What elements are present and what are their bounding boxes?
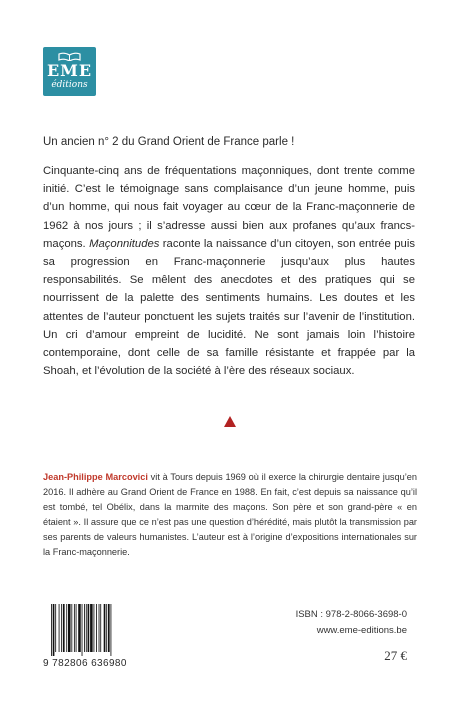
logo-subtitle: éditions (51, 80, 88, 90)
author-bio-text: vit à Tours depuis 1969 où il exerce la chirurgie dentaire jusqu’en 2016. Il adhère au Grand Orient de France en 1988. En fait, c’est depuis sa naissance qu’il est tombé, tel Obélix, dans la marmite des maçons. Son père et son grand-père « en étaient ». Il assure que ce n’est pas une question d’hérédité, mais plutôt la transmission par ses parents de valeurs humanistes. L’auteur est à l’origine d’expositions internationales sur la Franc-maçonnerie. (43, 472, 418, 557)
price: 27 € (384, 648, 407, 663)
triangle-ornament-icon (224, 416, 236, 427)
website: www.eme-editions.be (316, 625, 407, 636)
barcode-digits: 9 782806 636980 (43, 658, 127, 669)
barcode-bars-icon (51, 604, 139, 656)
publisher-logo (43, 47, 96, 96)
open-book-icon (58, 52, 81, 61)
summary-part-1: Cinquante-cinq ans de fréquentations maçonniques, dont trente comme initié. C’est le témoignage sans complaisance d’un jeune homme, puis d’un homme, qui nous fait voyager au cœur de la Franc-maçonnerie de 1962 à nos jours ; il s’adresse aussi bien aux profanes qu’aux francs-maçons. (43, 165, 415, 250)
tagline: Un ancien n° 2 du Grand Orient de France parle ! (43, 136, 295, 148)
book-title: Maçonnitudes (89, 237, 160, 250)
summary-paragraph (43, 162, 415, 380)
barcode (43, 604, 139, 670)
author-name: Jean-Philippe Marcovici (43, 472, 148, 482)
summary-part-2: raconte la naissance d’un citoyen, son entrée puis sa progression en Franc-maçonnerie jusqu’aux plus hautes responsabilités. Se mêlent des anecdotes et des pratiques qui se nourrissent de la palette des sentiments humains. Les doutes et les attentes de l’auteur ponctuent les sujets traités sur l’avenir de l’institution. Un cri d’amour empreint de lucidité. Ne sont jamais loin l’histoire contemporaine, dont celle de sa famille résistante et frappée par la Shoah, et l’évolution de la société à l’ère des réseaux sociaux. (43, 237, 415, 378)
author-bio (43, 470, 417, 560)
logo-brand: EME (46, 61, 93, 80)
isbn: ISBN : 978-2-8066-3698-0 (295, 609, 407, 620)
